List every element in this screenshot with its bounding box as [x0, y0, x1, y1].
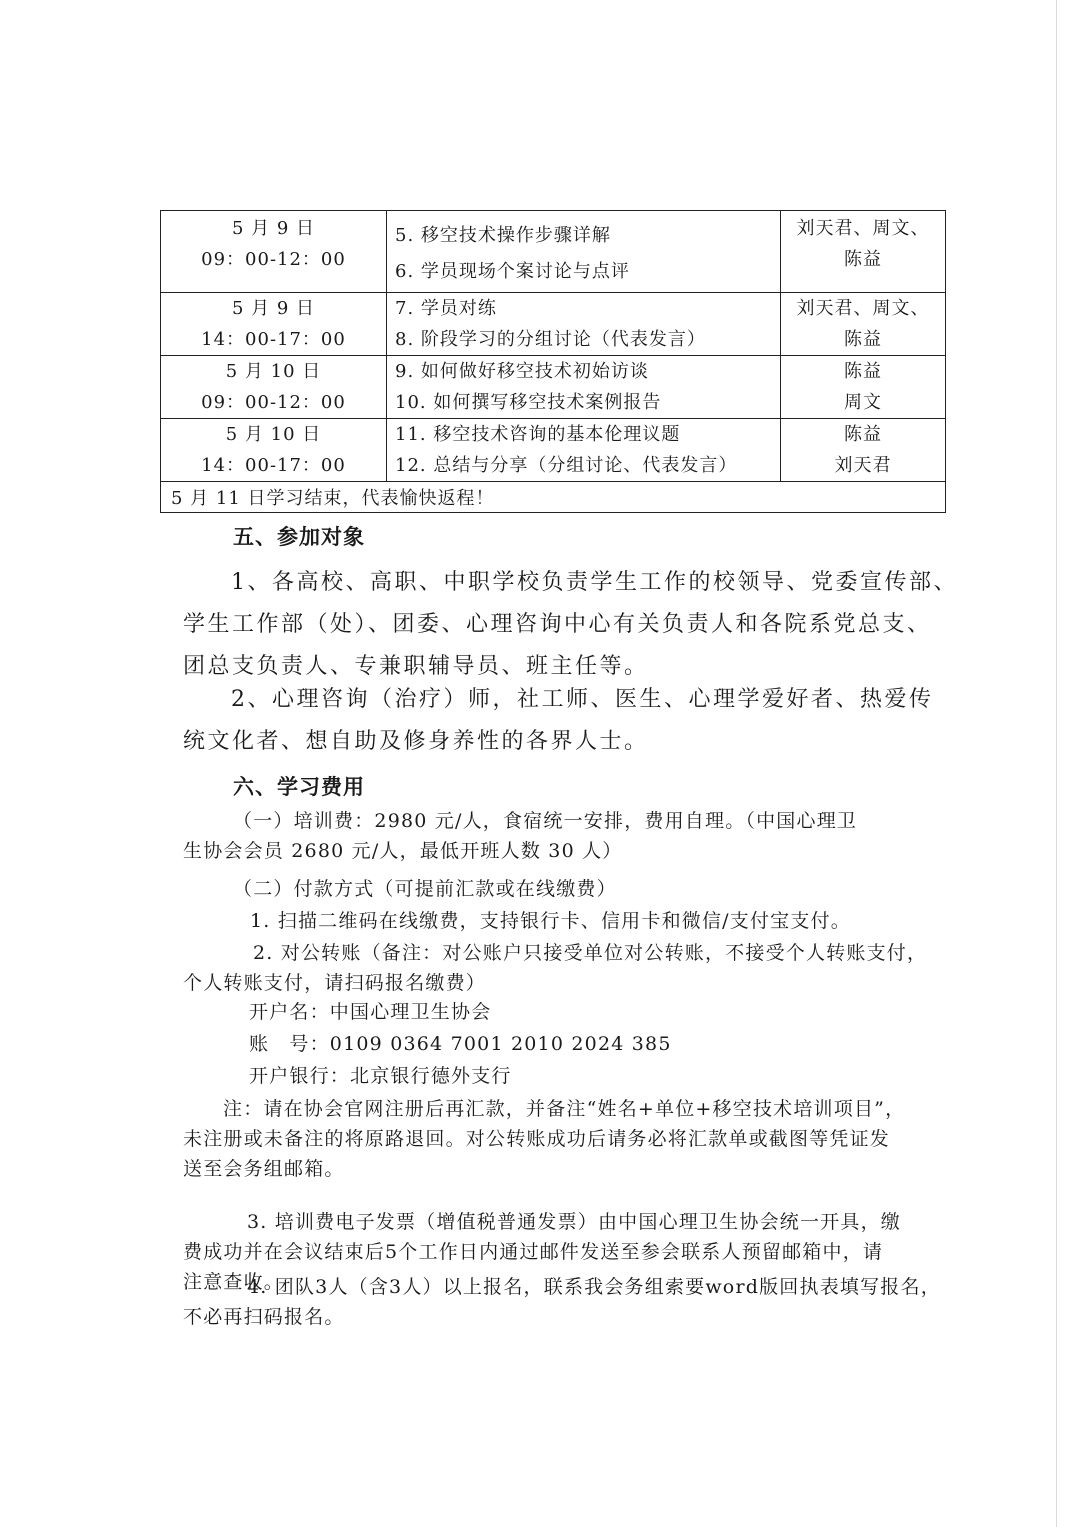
time-text: 14：00-17：00 — [201, 455, 346, 476]
teacher-text: 陈益 — [844, 249, 882, 270]
payment-option-1: 1. 扫描二维码在线缴费，支持银行卡、信用卡和微信/支付宝支付。 — [250, 910, 851, 932]
paragraph-line: 1、各高校、高职、中职学校负责学生工作的校领导、党委宣传部、 — [231, 570, 958, 595]
paragraph-line: 2. 对公转账（备注：对公账户只接受单位对公转账，不接受个人转账支付， — [253, 942, 928, 964]
date-cell — [161, 211, 387, 293]
time-text: 09：00-12：00 — [201, 249, 346, 270]
paragraph-line: 学生工作部（处）、团委、心理咨询中心有关负责人和各院系党总支、 — [183, 612, 932, 637]
content-item: 9. 如何做好移空技术初始访谈 — [395, 361, 649, 382]
paragraph-line: 3. 培训费电子发票（增值税普通发票）由中国心理卫生协会统一开具，缴 — [247, 1211, 901, 1233]
content-item: 6. 学员现场个案讨论与点评 — [395, 260, 630, 282]
date-cell — [161, 293, 387, 356]
paragraph-line: （一）培训费：2980 元/人，食宿统一安排，费用自理。（中国心理卫 — [233, 810, 858, 832]
teacher-cell — [781, 293, 946, 356]
teacher-text: 周文 — [844, 392, 882, 413]
participants-paragraph-2 — [183, 679, 963, 763]
paragraph-line: 费成功并在会议结束后5个工作日内通过邮件发送至参会联系人预留邮箱中，请 — [183, 1241, 884, 1263]
date-text: 5 月 9 日 — [231, 218, 316, 239]
teacher-cell — [781, 419, 946, 482]
table-footer-cell: 5 月 11 日学习结束，代表愉快返程！ — [161, 482, 946, 513]
payment-method-title: （二）付款方式（可提前汇款或在线缴费） — [233, 878, 617, 900]
content-item: 10. 如何撰写移空技术案例报告 — [395, 392, 662, 413]
paragraph-line: 生协会会员 2680 元/人，最低开班人数 30 人） — [183, 840, 623, 862]
paragraph-line: 未注册或未备注的将原路退回。对公转账成功后请务必将汇款单或截图等凭证发 — [183, 1128, 891, 1150]
content-cell — [387, 211, 781, 293]
teacher-text: 刘天君 — [834, 455, 892, 476]
table-footer-row — [161, 482, 946, 513]
date-text: 5 月 10 日 — [225, 361, 322, 382]
bank-name: 开户银行：北京银行德外支行 — [249, 1065, 512, 1087]
date-cell — [161, 356, 387, 419]
paragraph-line: 统文化者、想自助及修身养性的各界人士。 — [183, 729, 649, 754]
content-cell — [387, 419, 781, 482]
paragraph-line: 注：请在协会官网注册后再汇款，并备注“姓名+单位+移空技术培训项目”， — [223, 1098, 906, 1120]
table-row — [161, 419, 946, 482]
teacher-text: 陈益 — [844, 424, 882, 445]
content-cell — [387, 356, 781, 419]
note-paragraph — [183, 1094, 963, 1184]
section-heading-participants: 五、参加对象 — [233, 524, 365, 549]
content-cell — [387, 293, 781, 356]
table-row — [161, 356, 946, 419]
account-number: 账 号：0109 0364 7001 2010 2024 385 — [249, 1033, 672, 1055]
teacher-text: 陈益 — [844, 329, 882, 350]
paragraph-line: 送至会务组邮箱。 — [183, 1158, 345, 1180]
time-text: 09：00-12：00 — [201, 392, 346, 413]
teacher-text: 刘天君、周文、 — [796, 218, 930, 239]
section-heading-fees: 六、学习费用 — [233, 774, 365, 799]
fee-paragraph — [183, 806, 963, 866]
teacher-text: 刘天君、周文、 — [796, 298, 930, 319]
content-item: 11. 移空技术咨询的基本伦理议题 — [395, 424, 681, 445]
table-row — [161, 293, 946, 356]
paragraph-line: 注意查收。 — [183, 1271, 285, 1293]
date-text: 5 月 10 日 — [225, 424, 322, 445]
team-registration-paragraph — [183, 1272, 963, 1332]
teacher-text: 陈益 — [844, 361, 882, 382]
account-name: 开户名：中国心理卫生协会 — [249, 1001, 492, 1023]
teacher-cell — [781, 356, 946, 419]
payment-option-2 — [183, 938, 963, 998]
paragraph-line: 团总支负责人、专兼职辅导员、班主任等。 — [183, 654, 649, 679]
content-item: 7. 学员对练 — [395, 298, 497, 319]
paragraph-line: 不必再扫码报名。 — [183, 1306, 345, 1328]
teacher-cell — [781, 211, 946, 293]
paragraph-line: 个人转账支付，请扫码报名缴费） — [183, 972, 487, 994]
content-item: 8. 阶段学习的分组讨论（代表发言） — [395, 329, 706, 350]
date-text: 5 月 9 日 — [231, 298, 316, 319]
scan-edge-line — [1056, 0, 1057, 1527]
date-cell — [161, 419, 387, 482]
content-item: 12. 总结与分享（分组讨论、代表发言） — [395, 455, 738, 476]
table-row — [161, 211, 946, 293]
paragraph-line: 4. 团队3人（含3人）以上报名，联系我会务组索要word版回执表填写报名， — [247, 1276, 941, 1298]
time-text: 14：00-17：00 — [201, 329, 346, 350]
content-item: 5. 移空技术操作步骤详解 — [395, 224, 611, 246]
participants-paragraph-1 — [183, 562, 963, 688]
paragraph-line: 2、心理咨询（治疗）师，社工师、医生、心理学爱好者、热爱传 — [231, 687, 934, 712]
schedule-table — [160, 210, 946, 513]
